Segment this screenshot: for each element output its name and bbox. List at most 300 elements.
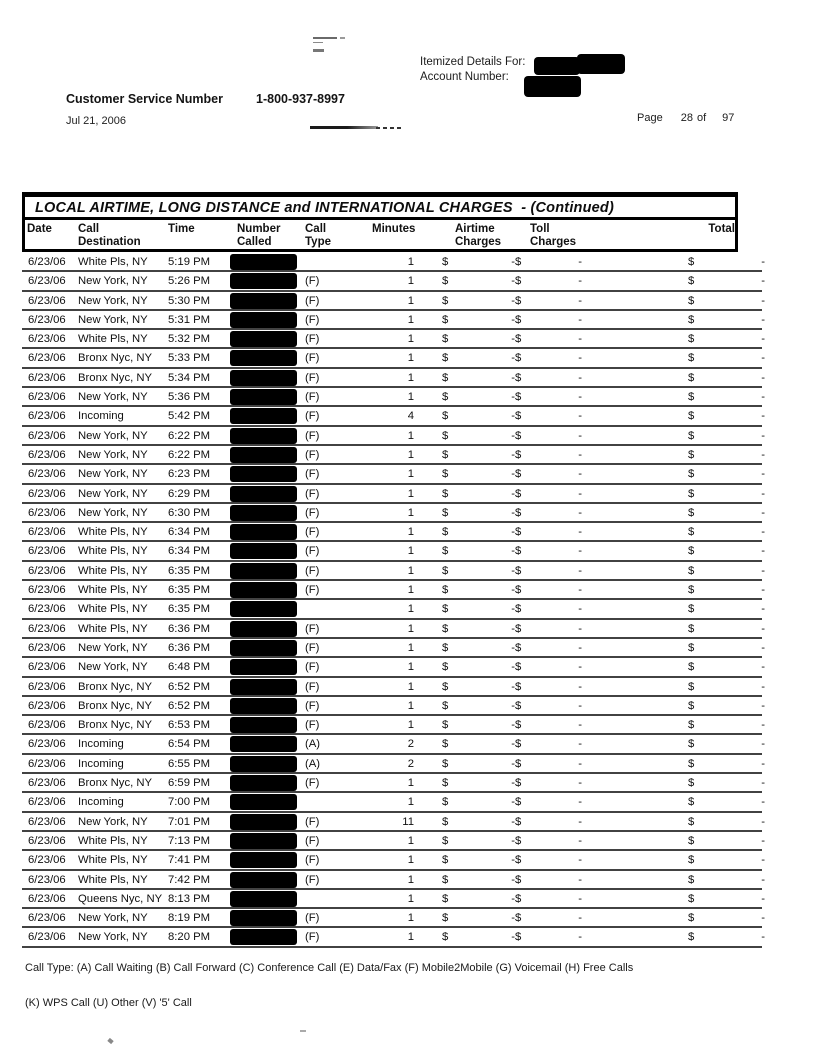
cell-date: 6/23/06 — [28, 622, 66, 635]
cell-total-value: - — [761, 468, 765, 481]
cell-toll-currency: $ — [515, 680, 522, 693]
cell-total-value: - — [761, 333, 765, 346]
cell-total-currency: $ — [688, 487, 695, 500]
cell-time: 6:23 PM — [168, 468, 211, 481]
cell-total-value: - — [761, 506, 765, 519]
page-label: Page — [637, 112, 663, 124]
cell-toll-value: - — [578, 391, 582, 404]
cell-destination: Bronx Nyc, NY — [78, 719, 153, 732]
cell-time: 6:48 PM — [168, 661, 211, 674]
cell-time: 6:53 PM — [168, 719, 211, 732]
table-row — [22, 716, 765, 735]
cell-call-type: (F) — [305, 526, 320, 539]
cell-minutes: 1 — [407, 352, 414, 365]
redacted-number-called-bar — [230, 389, 297, 405]
cell-total-value: - — [761, 796, 765, 809]
cell-airtime-currency: $ — [442, 661, 449, 674]
customer-service-number: 1-800-937-8997 — [256, 92, 345, 106]
cell-toll-currency: $ — [515, 526, 522, 539]
redacted-number-called-bar — [230, 273, 297, 289]
cell-airtime-value: - — [511, 815, 515, 828]
cell-toll-value: - — [578, 564, 582, 577]
cell-airtime-currency: $ — [442, 892, 449, 905]
cell-minutes: 1 — [407, 777, 414, 790]
call-type-legend-line2: (K) WPS Call (U) Other (V) '5' Call — [25, 997, 192, 1009]
redacted-number-called-bar — [230, 852, 297, 868]
cell-toll-value: - — [578, 699, 582, 712]
cell-airtime-currency: $ — [442, 333, 449, 346]
redacted-name-bar — [577, 54, 625, 74]
cell-airtime-currency: $ — [442, 738, 449, 751]
table-row — [22, 427, 765, 446]
cell-toll-value: - — [578, 796, 582, 809]
cell-airtime-value: - — [511, 854, 515, 867]
cell-total-currency: $ — [688, 777, 695, 790]
cell-destination: New York, NY — [78, 641, 148, 654]
redacted-number-called-bar — [230, 428, 297, 444]
redacted-number-called-bar — [230, 293, 297, 309]
cell-total-currency: $ — [688, 854, 695, 867]
cell-total-currency: $ — [688, 931, 695, 944]
cell-time: 7:00 PM — [168, 796, 211, 809]
cell-date: 6/23/06 — [28, 777, 66, 790]
cell-total-value: - — [761, 410, 765, 423]
table-row — [22, 871, 765, 890]
scan-artifact — [300, 1030, 306, 1032]
cell-call-type: (F) — [305, 873, 320, 886]
cell-call-type: (F) — [305, 487, 320, 500]
table-row — [22, 542, 765, 561]
table-row — [22, 755, 765, 774]
cell-total-value: - — [761, 584, 765, 597]
cell-call-type: (F) — [305, 661, 320, 674]
cell-call-type: (F) — [305, 448, 320, 461]
cell-airtime-currency: $ — [442, 699, 449, 712]
cell-minutes: 1 — [407, 699, 414, 712]
cell-destination: New York, NY — [78, 931, 148, 944]
redacted-number-called-bar — [230, 698, 297, 714]
table-row — [22, 639, 765, 658]
cell-airtime-value: - — [511, 834, 515, 847]
cell-toll-currency: $ — [515, 854, 522, 867]
cell-date: 6/23/06 — [28, 448, 66, 461]
cell-toll-value: - — [578, 506, 582, 519]
cell-total-currency: $ — [688, 256, 695, 268]
cell-date: 6/23/06 — [28, 468, 66, 481]
cell-date: 6/23/06 — [28, 506, 66, 519]
cell-airtime-currency: $ — [442, 371, 449, 384]
cell-time: 6:34 PM — [168, 526, 211, 539]
redacted-number-called-bar — [230, 331, 297, 347]
cell-time: 8:20 PM — [168, 931, 211, 944]
column-header-call-destination: Call Destination — [78, 223, 141, 248]
cell-destination: Incoming — [78, 757, 124, 770]
cell-airtime-value: - — [511, 333, 515, 346]
cell-airtime-value: - — [511, 931, 515, 944]
cell-date: 6/23/06 — [28, 275, 66, 288]
cell-total-currency: $ — [688, 391, 695, 404]
customer-service-label: Customer Service Number — [66, 92, 224, 106]
cell-call-type: (F) — [305, 719, 320, 732]
redacted-number-called-bar — [230, 736, 297, 752]
cell-date: 6/23/06 — [28, 603, 66, 616]
cell-toll-value: - — [578, 661, 582, 674]
cell-call-type: (F) — [305, 815, 320, 828]
cell-minutes: 1 — [407, 275, 414, 288]
cell-destination: New York, NY — [78, 429, 148, 442]
cell-toll-currency: $ — [515, 777, 522, 790]
cell-call-type: (F) — [305, 680, 320, 693]
cell-toll-currency: $ — [515, 796, 522, 809]
cell-destination: New York, NY — [78, 506, 148, 519]
cell-time: 6:35 PM — [168, 564, 211, 577]
cell-airtime-currency: $ — [442, 545, 449, 558]
cell-toll-value: - — [578, 622, 582, 635]
cell-toll-currency: $ — [515, 603, 522, 616]
cell-airtime-currency: $ — [442, 641, 449, 654]
cell-total-value: - — [761, 256, 765, 268]
cell-date: 6/23/06 — [28, 294, 66, 307]
cell-minutes: 1 — [407, 313, 414, 326]
redacted-number-called-bar — [230, 640, 297, 656]
cell-time: 6:52 PM — [168, 699, 211, 712]
redacted-number-called-bar — [230, 563, 297, 579]
cell-total-currency: $ — [688, 429, 695, 442]
scan-artifact — [376, 127, 402, 129]
cell-airtime-currency: $ — [442, 487, 449, 500]
table-row — [22, 388, 765, 407]
cell-minutes: 1 — [407, 564, 414, 577]
cell-minutes: 1 — [407, 719, 414, 732]
cell-date: 6/23/06 — [28, 545, 66, 558]
scan-artifact — [313, 42, 323, 43]
cell-toll-currency: $ — [515, 699, 522, 712]
table-row — [22, 446, 765, 465]
table-row — [22, 562, 765, 581]
cell-airtime-currency: $ — [442, 603, 449, 616]
cell-total-currency: $ — [688, 603, 695, 616]
cell-total-currency: $ — [688, 333, 695, 346]
cell-total-currency: $ — [688, 796, 695, 809]
cell-date: 6/23/06 — [28, 410, 66, 423]
cell-total-value: - — [761, 622, 765, 635]
cell-toll-value: - — [578, 680, 582, 693]
redacted-number-called-bar — [230, 679, 297, 695]
column-header-total: Total — [708, 223, 735, 235]
cell-airtime-currency: $ — [442, 429, 449, 442]
cell-date: 6/23/06 — [28, 526, 66, 539]
cell-time: 6:36 PM — [168, 622, 211, 635]
cell-call-type: (F) — [305, 429, 320, 442]
cell-toll-currency: $ — [515, 834, 522, 847]
cell-airtime-currency: $ — [442, 680, 449, 693]
cell-toll-value: - — [578, 815, 582, 828]
cell-date: 6/23/06 — [28, 564, 66, 577]
cell-airtime-value: - — [511, 757, 515, 770]
cell-airtime-value: - — [511, 352, 515, 365]
account-number-label: Account Number: — [420, 71, 509, 83]
cell-toll-value: - — [578, 757, 582, 770]
table-row — [22, 311, 765, 330]
table-row — [22, 735, 765, 754]
cell-toll-value: - — [578, 854, 582, 867]
cell-total-currency: $ — [688, 834, 695, 847]
cell-minutes: 1 — [407, 931, 414, 944]
cell-total-currency: $ — [688, 873, 695, 886]
scan-artifact — [107, 1038, 113, 1044]
cell-airtime-currency: $ — [442, 564, 449, 577]
cell-destination: White Pls, NY — [78, 584, 148, 597]
cell-airtime-value: - — [511, 892, 515, 905]
cell-date: 6/23/06 — [28, 757, 66, 770]
cell-date: 6/23/06 — [28, 892, 66, 905]
cell-time: 5:19 PM — [168, 256, 211, 268]
cell-total-value: - — [761, 873, 765, 886]
cell-airtime-value: - — [511, 603, 515, 616]
cell-destination: White Pls, NY — [78, 526, 148, 539]
cell-date: 6/23/06 — [28, 391, 66, 404]
cell-date: 6/23/06 — [28, 661, 66, 674]
cell-total-value: - — [761, 854, 765, 867]
column-header-airtime-charges: Airtime Charges — [455, 223, 502, 248]
cell-total-currency: $ — [688, 371, 695, 384]
cell-toll-value: - — [578, 333, 582, 346]
cell-time: 6:55 PM — [168, 757, 211, 770]
cell-total-currency: $ — [688, 410, 695, 423]
cell-toll-currency: $ — [515, 661, 522, 674]
cell-toll-value: - — [578, 545, 582, 558]
cell-airtime-currency: $ — [442, 873, 449, 886]
table-row — [22, 407, 765, 426]
cell-date: 6/23/06 — [28, 680, 66, 693]
cell-total-currency: $ — [688, 526, 695, 539]
cell-airtime-currency: $ — [442, 391, 449, 404]
cell-total-value: - — [761, 815, 765, 828]
cell-toll-currency: $ — [515, 564, 522, 577]
cell-time: 6:29 PM — [168, 487, 211, 500]
cell-total-currency: $ — [688, 815, 695, 828]
cell-total-value: - — [761, 641, 765, 654]
cell-toll-currency: $ — [515, 391, 522, 404]
cell-toll-currency: $ — [515, 410, 522, 423]
cell-toll-value: - — [578, 603, 582, 616]
cell-destination: New York, NY — [78, 468, 148, 481]
redacted-number-called-bar — [230, 794, 297, 810]
table-row — [22, 832, 765, 851]
cell-total-value: - — [761, 777, 765, 790]
account-info-block — [420, 55, 525, 85]
cell-total-currency: $ — [688, 448, 695, 461]
table-row — [22, 504, 765, 523]
cell-toll-value: - — [578, 275, 582, 288]
cell-airtime-currency: $ — [442, 854, 449, 867]
cell-minutes: 2 — [407, 757, 414, 770]
cell-toll-value: - — [578, 834, 582, 847]
cell-airtime-value: - — [511, 275, 515, 288]
cell-time: 5:31 PM — [168, 313, 211, 326]
cell-airtime-value: - — [511, 641, 515, 654]
page-current: 28 — [680, 112, 693, 124]
table-row — [22, 253, 765, 272]
cell-toll-value: - — [578, 371, 582, 384]
cell-toll-currency: $ — [515, 429, 522, 442]
cell-date: 6/23/06 — [28, 641, 66, 654]
cell-call-type: (F) — [305, 834, 320, 847]
cell-total-value: - — [761, 294, 765, 307]
table-row — [22, 890, 765, 909]
cell-destination: New York, NY — [78, 487, 148, 500]
redacted-number-called-bar — [230, 505, 297, 521]
cell-time: 7:41 PM — [168, 854, 211, 867]
cell-airtime-currency: $ — [442, 448, 449, 461]
cell-time: 6:34 PM — [168, 545, 211, 558]
cell-airtime-currency: $ — [442, 777, 449, 790]
cell-minutes: 1 — [407, 796, 414, 809]
cell-date: 6/23/06 — [28, 912, 66, 925]
cell-destination: Incoming — [78, 738, 124, 751]
cell-total-currency: $ — [688, 506, 695, 519]
cell-airtime-value: - — [511, 448, 515, 461]
cell-airtime-value: - — [511, 622, 515, 635]
cell-call-type: (F) — [305, 410, 320, 423]
cell-toll-currency: $ — [515, 912, 522, 925]
cell-total-currency: $ — [688, 294, 695, 307]
cell-date: 6/23/06 — [28, 313, 66, 326]
cell-total-currency: $ — [688, 468, 695, 481]
cell-minutes: 1 — [407, 506, 414, 519]
cell-airtime-value: - — [511, 294, 515, 307]
cell-call-type: (F) — [305, 506, 320, 519]
cell-toll-currency: $ — [515, 506, 522, 519]
cell-toll-value: - — [578, 931, 582, 944]
charges-table-header-box — [22, 192, 738, 252]
cell-total-value: - — [761, 487, 765, 500]
cell-call-type: (F) — [305, 313, 320, 326]
cell-toll-value: - — [578, 912, 582, 925]
table-column-headers — [25, 220, 735, 249]
cell-minutes: 1 — [407, 294, 414, 307]
cell-call-type: (F) — [305, 294, 320, 307]
cell-total-currency: $ — [688, 757, 695, 770]
cell-airtime-value: - — [511, 429, 515, 442]
cell-destination: White Pls, NY — [78, 564, 148, 577]
cell-minutes: 1 — [407, 429, 414, 442]
cell-call-type: (F) — [305, 545, 320, 558]
call-type-legend-line1: Call Type: (A) Call Waiting (B) Call Forward (C) Conference Call (E) Data/Fax (F) Mobile2Mobile (G) Voicemail (H) Free Calls — [25, 962, 634, 974]
cell-minutes: 1 — [407, 680, 414, 693]
cell-airtime-value: - — [511, 545, 515, 558]
cell-toll-currency: $ — [515, 738, 522, 751]
redacted-account-number-bar — [524, 76, 581, 97]
cell-toll-value: - — [578, 468, 582, 481]
scan-artifact — [313, 37, 337, 39]
cell-minutes: 1 — [407, 333, 414, 346]
cell-airtime-currency: $ — [442, 622, 449, 635]
cell-airtime-currency: $ — [442, 931, 449, 944]
redacted-number-called-bar — [230, 447, 297, 463]
cell-destination: White Pls, NY — [78, 873, 148, 886]
redacted-number-called-bar — [230, 929, 297, 945]
cell-total-value: - — [761, 391, 765, 404]
cell-minutes: 1 — [407, 545, 414, 558]
cell-airtime-value: - — [511, 738, 515, 751]
cell-airtime-currency: $ — [442, 275, 449, 288]
column-header-time: Time — [168, 223, 195, 235]
cell-time: 6:22 PM — [168, 429, 211, 442]
cell-toll-value: - — [578, 584, 582, 597]
cell-total-currency: $ — [688, 680, 695, 693]
cell-toll-value: - — [578, 294, 582, 307]
table-row — [22, 658, 765, 677]
cell-total-value: - — [761, 892, 765, 905]
cell-destination: New York, NY — [78, 313, 148, 326]
cell-minutes: 11 — [402, 815, 414, 828]
redacted-number-called-bar — [230, 254, 297, 270]
cell-total-value: - — [761, 429, 765, 442]
cell-call-type: (F) — [305, 622, 320, 635]
cell-minutes: 1 — [407, 391, 414, 404]
cell-toll-value: - — [578, 313, 582, 326]
cell-minutes: 4 — [407, 410, 414, 423]
cell-date: 6/23/06 — [28, 873, 66, 886]
cell-destination: White Pls, NY — [78, 834, 148, 847]
cell-minutes: 2 — [407, 738, 414, 751]
table-row — [22, 793, 765, 812]
cell-toll-currency: $ — [515, 487, 522, 500]
column-header-toll-charges: Toll Charges — [530, 223, 577, 248]
table-row — [22, 581, 765, 600]
cell-destination: New York, NY — [78, 661, 148, 674]
table-row — [22, 272, 765, 291]
cell-total-value: - — [761, 448, 765, 461]
cell-airtime-value: - — [511, 256, 515, 268]
redacted-number-called-bar — [230, 370, 297, 386]
table-row — [22, 620, 765, 639]
cell-minutes: 1 — [407, 641, 414, 654]
cell-toll-value: - — [578, 777, 582, 790]
cell-toll-value: - — [578, 487, 582, 500]
cell-total-value: - — [761, 545, 765, 558]
column-header-date: Date — [27, 223, 52, 235]
cell-date: 6/23/06 — [28, 854, 66, 867]
cell-time: 5:36 PM — [168, 391, 211, 404]
cell-minutes: 1 — [407, 661, 414, 674]
cell-minutes: 1 — [407, 468, 414, 481]
cell-time: 7:42 PM — [168, 873, 211, 886]
table-row — [22, 697, 765, 716]
cell-toll-value: - — [578, 873, 582, 886]
redacted-number-called-bar — [230, 659, 297, 675]
cell-toll-currency: $ — [515, 815, 522, 828]
cell-total-currency: $ — [688, 313, 695, 326]
cell-toll-currency: $ — [515, 448, 522, 461]
cell-time: 6:22 PM — [168, 448, 211, 461]
cell-total-value: - — [761, 912, 765, 925]
cell-call-type: (F) — [305, 912, 320, 925]
cell-airtime-currency: $ — [442, 294, 449, 307]
table-row — [22, 928, 765, 947]
cell-toll-currency: $ — [515, 931, 522, 944]
cell-call-type: (A) — [305, 757, 321, 770]
redacted-number-called-bar — [230, 814, 297, 830]
cell-date: 6/23/06 — [28, 352, 66, 365]
cell-minutes: 1 — [407, 622, 414, 635]
cell-date: 6/23/06 — [28, 699, 66, 712]
table-row — [22, 774, 765, 793]
cell-date: 6/23/06 — [28, 429, 66, 442]
itemized-details-label: Itemized Details For: — [420, 56, 526, 68]
cell-airtime-value: - — [511, 873, 515, 886]
